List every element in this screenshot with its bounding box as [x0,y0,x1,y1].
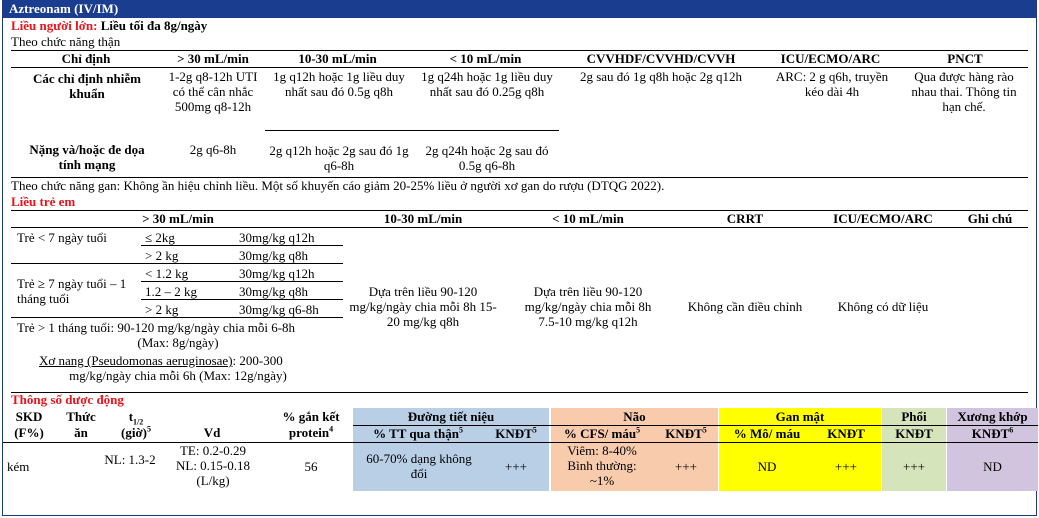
ped-lt7-dose-2: 30mg/kg q8h [239,248,308,263]
header-icu: ICU/ECMO/ARC [780,51,881,66]
pk-h-lung: Phổi [901,409,927,424]
header-10-30: 10-30 mL/min [298,51,377,66]
ped-header-note: Ghi chú [967,211,1013,226]
pk-vd-te: TE: 0.2-0.29 [179,443,247,458]
row1-lt10: 1g q24h hoặc 1g liều duy nhất sau đó 0.25g q8h [421,69,553,99]
pk-bone-kndt: ND [983,459,1002,474]
pk-skd: kém [7,459,30,474]
ped-header-10-30: 10-30 mL/min [383,211,463,226]
pk-h-f: (F%) [14,425,44,440]
pk-h-mo: % Mô/ máu [733,426,801,441]
ped-gt1m-line2: (Max: 8g/ngày) [137,335,219,350]
pk-label: Thông số dược động [11,392,124,407]
pk-h-urinary-kndt: KNĐT$^5$ [495,425,537,441]
drug-monograph [2,0,1037,516]
ped-10-30: Dựa trên liều 90-120 mg/kg/ngày chia mỗi 8h 15-20 mg/kg q8h [349,284,497,329]
ped-lt7-weight-2: > 2 kg [145,248,179,263]
adult-dose-table [3,50,1036,178]
row2-gt30: 2g q6-8h [189,142,237,157]
pk-h-skd: SKD [15,409,43,424]
ped-lt10: Dựa trên liều 90-120 mg/kg/ngày chia mỗi 8h 7.5-10 mg/kg q12h [524,284,652,329]
ped-header-crrt: CRRT [726,211,764,226]
header-pnct: PNCT [947,51,983,66]
pk-h-vd: Vd [203,425,221,440]
ped-lt7-weight-1: ≤ 2kg [145,230,175,245]
pediatric-label-line [3,194,1036,210]
pk-h-cfs: % CFS/ máu$^5$ [563,425,641,441]
ped-icu: Không có dữ liệu [837,299,929,314]
pk-h-food2: ăn [74,425,88,440]
header-crrt: CVVHDF/CVVHD/CVVH [586,51,736,66]
pk-h-bone: Xương khớp [957,409,1028,424]
ped-gt7-weight-1: < 1.2 kg [145,266,189,281]
pk-h-food1: Thức [66,409,96,424]
pk-h-lung-kndt: KNĐT [895,426,933,441]
row1-crrt: 2g sau đó 1g q8h hoặc 2g q12h [579,69,743,84]
row1-gt30: 1-2g q8-12h UTI có thể cân nhắc 500mg q8-12h [168,69,258,114]
pk-h-bile-kndt: KNĐT [827,426,865,441]
pk-bile-mo: ND [757,459,777,474]
drug-title-bar [3,0,1036,18]
pk-brain-kndt: +++ [675,459,697,474]
pk-protein: 56 [304,459,318,474]
pk-brain-cfs-2: Bình thường: ~1% [567,458,637,488]
ped-gt7-weight-2: 1.2 – 2 kg [145,284,197,299]
pk-label-line [3,392,1036,408]
pk-table [3,408,1036,492]
adult-dose-label: Liều người lớn: [11,18,98,33]
ped-lt7-dose-1: 30mg/kg q12h [239,230,315,245]
row2-lt10: 2g q24h hoặc 2g sau đó 0.5g q6-8h [425,143,549,173]
ped-crrt: Không cần điều chỉnh [687,299,803,314]
ped-gt7-dose-2: 30mg/kg q8h [239,284,308,299]
header-indication: Chỉ định [61,51,111,66]
ped-cf-dose-start: : 200-300 [232,353,283,368]
renal-intro: Theo chức năng thận [11,34,121,49]
row2-label: Nặng và/hoặc đe dọa tính mạng [29,142,145,172]
adult-dose-line [3,18,1036,34]
pk-h-bone-kndt: KNĐT$^6$ [971,425,1014,441]
header-gt30: > 30 mL/min [177,51,249,66]
row1-icu: ARC: 2 g q6h, truyền kéo dài 4h [775,69,889,99]
pk-h-bile: Gan mật [775,409,825,424]
pediatric-label: Liều trẻ em [11,194,76,209]
pk-t12: NL: 1.3-2 [104,452,156,467]
pk-h-brain: Não [623,409,646,424]
ped-lt7-label: Trẻ < 7 ngày tuổi [17,230,107,245]
ped-cf-line1 [39,353,349,368]
ped-gt7-dose-1: 30mg/kg q12h [239,266,315,281]
pk-bile-kndt: +++ [835,459,857,474]
ped-gt1m-line1: Trẻ > 1 tháng tuổi: 90-120 mg/kg/ngày chia mỗi 6-8h [17,320,296,335]
pk-brain-cfs-1: Viêm: 8-40% [567,443,637,458]
row1-10-30: 1g q12h hoặc 1g liều duy nhất sau đó 0.5g q8h [273,69,405,99]
pk-h-pb2: protein$^4$ [288,424,334,440]
pk-urinary-tt: 60-70% dạng không đổi [366,451,472,481]
pk-urinary-kndt: +++ [505,459,527,474]
ped-cf-label: Xơ nang (Pseudomonas aeruginosae) [39,353,233,368]
pk-h-pb1: % gắn kết [282,409,340,424]
pk-h-urinary: Đường tiết niệu [407,409,495,424]
ped-header-icu: ICU/ECMO/ARC [833,211,933,226]
pk-lung-kndt: +++ [903,459,925,474]
hepatic-note: Theo chức năng gan: Không ần hiệu chỉnh liều. Một số khuyến cáo giảm 20-25% liều ở người xơ gan do rượu (DTQG 2022). [11,178,665,193]
row1-pnct: Qua được hàng rào nhau thai. Thông tin hạn chế. [911,69,1017,114]
drug-title: Aztreonam (IV/IM) [9,1,119,16]
pediatric-dose-table [3,210,1036,394]
header-lt10: < 10 mL/min [449,51,522,66]
ped-gt7-dose-3: 30mg/kg q6-8h [239,302,319,317]
ped-header-lt10: < 10 mL/min [552,211,624,226]
ped-gt7-weight-3: > 2 kg [145,302,179,317]
pk-vd-unit: (L/kg) [196,473,230,488]
adult-max-dose: Liều tối đa 8g/ngày [100,18,208,33]
pk-h-brain-kndt: KNĐT$^5$ [665,425,707,441]
row2-10-30: 2g q12h hoặc 2g sau đó 1g q6-8h [269,143,409,173]
pk-h-t12-unit: (giờ)$^5$ [121,424,151,440]
pk-h-tt: % TT qua thận$^5$ [373,425,463,441]
ped-cf-line2: mg/kg/ngày chia mỗi 6h (Max: 12g/ngày) [69,368,287,383]
row1-label: Các chỉ định nhiễm khuẩn [33,71,141,101]
ped-gt7-label: Trẻ ≥ 7 ngày tuổi – 1 tháng tuổi [17,276,127,306]
ped-header-gt30: > 30 mL/min [142,211,214,226]
pk-vd-nl: NL: 0.15-0.18 [175,458,251,473]
pk-h-t12: $t_{1/2}$ [128,409,144,427]
